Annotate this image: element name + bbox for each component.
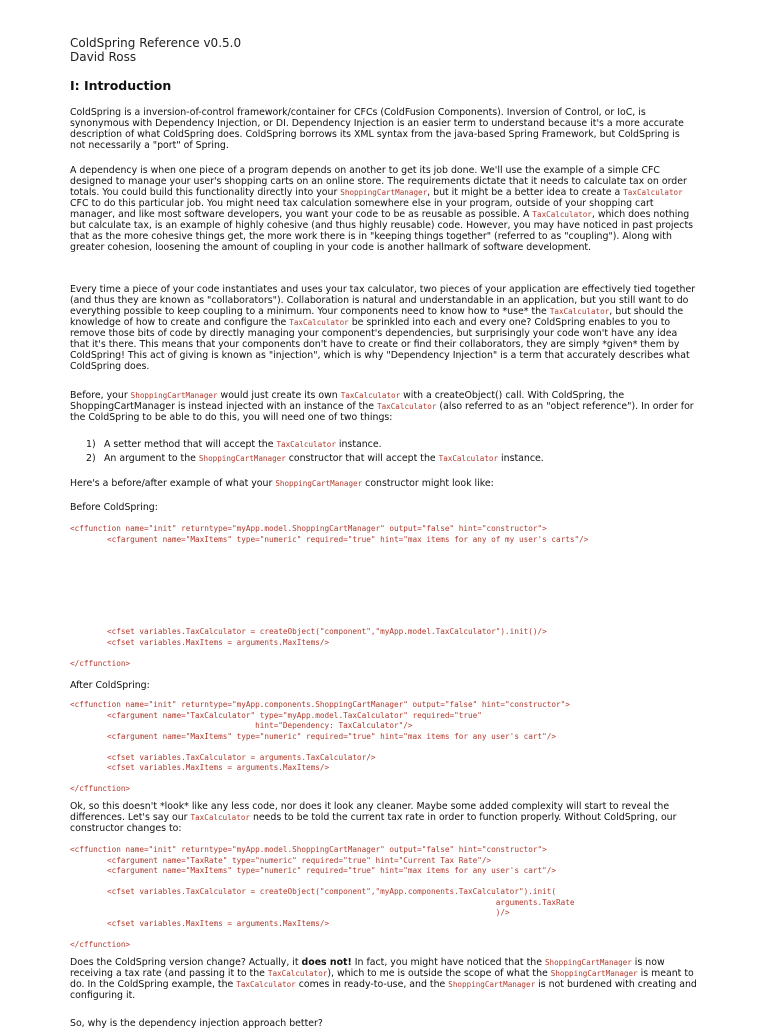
text-span: , which does nothing but calculate tax, is an example of highly cohesive (and thus highly reusable) code. However, you may have noticed in past projects that as the more cohesive things get, the more work there is in "keeping things together" (referred to as "coupling"). Along with greater cohesion, loosening the amount of coupling in your code is another hallmark of software development. [70, 209, 694, 253]
text-span: would just create its own [217, 390, 341, 401]
after-label: After ColdSpring: [70, 680, 150, 691]
paragraph-example-intro [70, 478, 698, 489]
text-span: is now receiving a tax rate (and passing it to the [70, 957, 665, 979]
code-term: ShoppingCartManager [544, 958, 632, 967]
text-span: An argument to the [104, 453, 199, 464]
code-term: TaxCalculator [190, 813, 250, 822]
code-term: TaxCalculator [623, 188, 683, 197]
code-term: ShoppingCartManager [448, 980, 536, 989]
code-term: ShoppingCartManager [198, 454, 286, 463]
code-block-after: <cffunction name="init" returntype="myApp.components.ShoppingCartManager" output="false" hint="constructor"> <cfargument name="TaxCalculator" type="myApp.model.TaxCalculator" required="true" hint="Dependency: TaxCalculator"/> <cfargument name="MaxItems" type="numeric" required="true" hint="max items for any user's cart"/> <cfset variables.TaxCalculator = arguments.TaxCalculator/> <cfset variables.MaxItems = arguments.MaxItems/> </cffunction> [70, 700, 570, 793]
text-span: instance. [335, 439, 382, 450]
code-term: TaxCalculator [236, 980, 296, 989]
paragraph-dependency [70, 165, 698, 253]
text-span: , but it might be a better idea to create a [427, 187, 624, 198]
code-term: TaxCalculator [267, 969, 328, 978]
paragraph-before [70, 390, 698, 423]
text-span: A dependency is when one piece of a program depends on another to get its job done. We'll use the example of a simple CFC designed to manage your user's shopping carts on an online store. The requirements dictate that it needs to calculate tax on order totals. You could build this functionality directly into your [70, 165, 687, 198]
code-term: TaxCalculator [532, 210, 592, 219]
text-span: constructor might look like: [362, 478, 494, 489]
code-term: ShoppingCartManager [275, 479, 363, 488]
text-span: Every time a piece of your code instantiates and uses your tax calculator, two pieces of your application are effectively tied together (and thus they are known as "collaborators"). Collaboration is natural and understandable in an application, but you still want to do everything possible to keep coupling to a minimum. Your components need to know how to *use* the [70, 284, 696, 317]
list-item [86, 453, 698, 465]
paragraph-conclusion [70, 957, 698, 1001]
paragraph-intro: ColdSpring is a inversion-of-control framework/container for CFCs (ColdFusion Components). Inversion of Control, or IoC, is synonymous with Dependency Injection, or DI. Dependency Injection is an easier term to understand because it's a more accurate description of what ColdSpring does. ColdSpring borrows its XML syntax from the java-based Spring Framework, but ColdSpring is not necessarily a "port" of Spring. [70, 107, 684, 151]
text-span: constructor that will accept the [285, 453, 439, 464]
document-title: ColdSpring Reference v0.5.0 [70, 36, 242, 50]
text-span: is not burdened with creating and configuring it. [70, 979, 697, 1001]
text-span: (also referred to as an "object reference"). In order for the ColdSpring to be able to do this, you will need one of two things: [70, 401, 694, 423]
text-span: In fact, you might have noticed that the [351, 957, 545, 968]
text-span: , but should the knowledge of how to create and configure the [70, 306, 684, 328]
text-span: is meant to do. In the ColdSpring example, the [70, 968, 694, 990]
text-span: A setter method that will accept the [104, 439, 277, 450]
text-span: Ok, so this doesn't *look* like any less code, nor does it look any cleaner. Maybe some added complexity will start to reveal the differences. Let's say our [70, 801, 670, 823]
list-number: 1) [86, 439, 96, 450]
code-term: TaxCalculator [276, 440, 336, 449]
code-term: ShoppingCartManager [550, 969, 638, 978]
text-span: ), which to me is outside the scope of what the [327, 968, 551, 979]
code-block-before-bottom: <cfset variables.TaxCalculator = createObject("component","myApp.model.TaxCalculator").init()/> <cfset variables.MaxItems = arguments.MaxItems/> </cffunction> [70, 627, 547, 668]
code-term: TaxCalculator [377, 402, 437, 411]
code-term: ShoppingCartManager [340, 188, 428, 197]
code-term: ShoppingCartManager [130, 391, 218, 400]
code-term: TaxCalculator [549, 307, 610, 316]
document-author: David Ross [70, 50, 137, 64]
text-span: Before, your [70, 390, 131, 401]
list-item [86, 439, 698, 451]
text-span: Here's a before/after example of what your [70, 478, 276, 489]
list-number: 2) [86, 453, 96, 464]
code-term: TaxCalculator [340, 391, 401, 400]
code-block-third: <cffunction name="init" returntype="myApp.model.ShoppingCartManager" output="false" hint="constructor"> <cfargument name="TaxRate" type="numeric" required="true" hint="Current Tax Rate"/> <cfargument name="MaxItems" type="numeric" required="true" hint="max items for any user's cart"/> <cfset variables.TaxCalculator = createObject("component","myApp.components.TaxCalculator").init( arguments.TaxRate )/> <cfset variables.MaxItems = arguments.MaxItems/> </cffunction> [70, 845, 575, 949]
text-span: with a createObject() call. With ColdSpring, the ShoppingCartManager is instead injected with an instance of the [70, 390, 625, 412]
paragraph-complexity [70, 801, 698, 834]
code-term: TaxCalculator [438, 454, 499, 463]
text-span: comes in ready-to-use, and the [295, 979, 449, 990]
code-block-before-top: <cffunction name="init" returntype="myApp.model.ShoppingCartManager" output="false" hint="constructor"> <cfargument name="MaxItems" type="numeric" required="true" hint="max items for any of my user's carts"/> [70, 524, 589, 544]
text-span: Does the ColdSpring version change? Actually, it [70, 957, 302, 968]
bold-text: does not! [301, 957, 352, 968]
text-span: instance. [498, 453, 544, 464]
before-label: Before ColdSpring: [70, 502, 158, 513]
text-span: be sprinkled into each and every one? ColdSpring enables to you to remove those bits of code by directly managing your component's dependencies, but surprisingly your code won't have any idea that it's there. This means that your components don't have to create or find their collaborators, they are simply *given* them by ColdSpring! This act of giving is known as "injection", which is why "Dependency Injection" is a term that accurately describes what ColdSpring does. [70, 317, 690, 372]
text-span: needs to be told the current tax rate in order to function properly. Without ColdSpring, our constructor changes to: [70, 812, 677, 834]
section-heading: I: Introduction [70, 78, 172, 93]
paragraph-question: So, why is the dependency injection approach better? [70, 1018, 323, 1029]
code-term: TaxCalculator [289, 318, 349, 327]
text-span: CFC to do this particular job. You might need tax calculation somewhere else in your program, outside of your shopping cart manager, and like most software developers, you want your code to be as reusable as possible. A [70, 198, 654, 220]
paragraph-collaborators [70, 284, 698, 372]
